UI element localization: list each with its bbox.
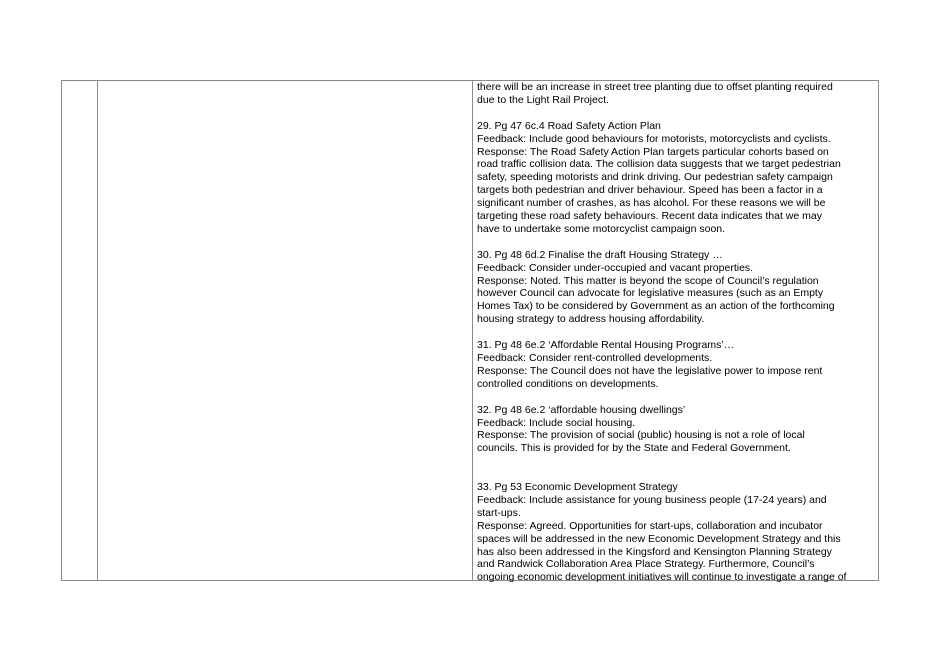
item-line: has also been addressed in the Kingsford and Kensington Planning Strategy	[477, 545, 832, 558]
item-line: targets both pedestrian and driver behaviour. Speed has been a factor in a	[477, 184, 823, 197]
item-heading: 30. Pg 48 6d.2 Finalise the draft Housing Strategy …	[477, 248, 723, 261]
item-line: Feedback: Consider under-occupied and vacant properties.	[477, 261, 754, 274]
item-line: significant number of crashes, as has alcohol. For these reasons we will be	[477, 197, 826, 210]
item-line: targeting these road safety behaviours. Recent data indicates that we may	[477, 210, 822, 223]
item-line: however Council can advocate for legislative measures (such as an Empty	[477, 287, 824, 300]
item-heading: 29. Pg 47 6c.4 Road Safety Action Plan	[477, 119, 661, 132]
item-line: councils. This is provided for by the State and Federal Government.	[477, 442, 791, 455]
item-line: have to undertake some motorcyclist campaign soon.	[477, 222, 726, 235]
item-line: Homes Tax) to be considered by Government as an action of the forthcoming	[477, 300, 835, 313]
response-cell	[477, 81, 875, 584]
item-line: controlled conditions on developments.	[477, 377, 659, 390]
item-line: Response: The Road Safety Action Plan targets particular cohorts based on	[477, 145, 829, 158]
item-line: road traffic collision data. The collision data suggests that we target pedestrian	[477, 158, 841, 171]
item-heading: 31. Pg 48 6e.2 ‘Affordable Rental Housing Programs’…	[477, 339, 735, 352]
item-heading: 33. Pg 53 Economic Development Strategy	[477, 481, 678, 494]
column-divider	[97, 81, 98, 580]
item-line: Feedback: Consider rent-controlled developments.	[477, 351, 713, 364]
column-divider	[472, 81, 473, 580]
item-line: ongoing economic development initiatives will continue to investigate a range of	[477, 571, 847, 584]
item-line: start-ups.	[477, 506, 521, 519]
continuation-line: due to the Light Rail Project.	[477, 93, 609, 106]
item-line: Feedback: Include social housing.	[477, 416, 636, 429]
item-line: safety, speeding motorists and drink driving. Our pedestrian safety campaign	[477, 171, 833, 184]
item-line: Response: Noted. This matter is beyond the scope of Council’s regulation	[477, 274, 819, 287]
continuation-line: there will be an increase in street tree planting due to offset planting required	[477, 81, 833, 93]
item-line: Response: Agreed. Opportunities for start-ups, collaboration and incubator	[477, 519, 823, 532]
item-line: spaces will be addressed in the new Economic Development Strategy and this	[477, 532, 841, 545]
item-line: Response: The Council does not have the legislative power to impose rent	[477, 364, 823, 377]
item-line: and Randwick Collaboration Area Place Strategy. Furthermore, Council’s	[477, 558, 815, 571]
item-line: Response: The provision of social (public) housing is not a role of local	[477, 429, 805, 442]
document-table	[61, 80, 879, 584]
item-heading: 32. Pg 48 6e.2 ‘affordable housing dwellings’	[477, 403, 686, 416]
item-line: Feedback: Include assistance for young business people (17-24 years) and	[477, 493, 827, 506]
item-line: housing strategy to address housing affordability.	[477, 313, 705, 326]
item-line: Feedback: Include good behaviours for motorists, motorcyclists and cyclists.	[477, 132, 831, 145]
